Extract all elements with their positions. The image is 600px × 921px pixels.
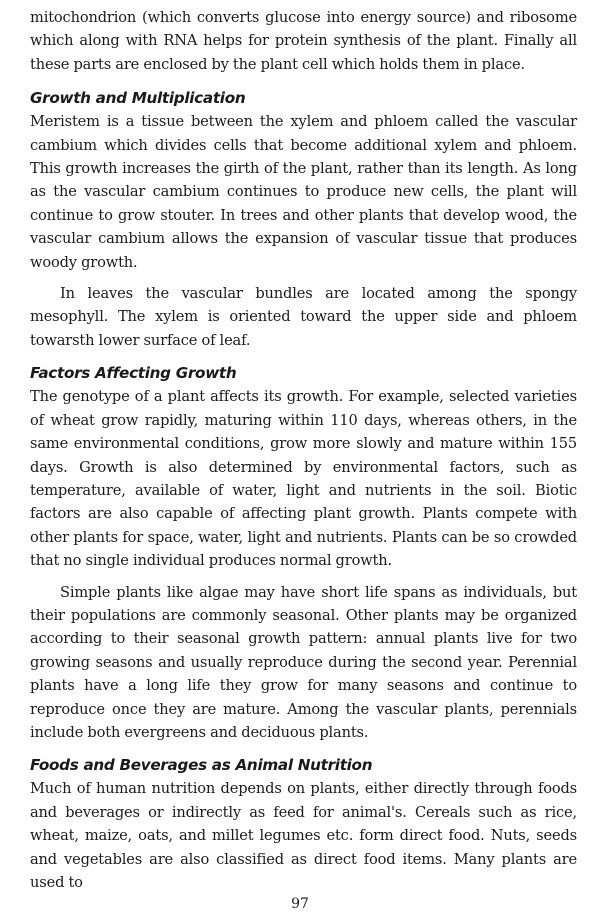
intro-paragraph: mitochondrion (which converts glucose into energy source) and ribosome which along with RNA helps for protein synthesis of the plant. Finally all these parts are enclosed by the plant cell which holds them in place. xyxy=(30,9,577,73)
heading-growth-and-multiplication: Growth and Multiplication xyxy=(30,89,246,108)
paragraph-factors-1: The genotype of a plant affects its growth. For example, selected varieties of wheat grow rapidly, maturing within 110 days, whereas others, in the same environmental conditions, grow more slowly and mature within 155 days. Growth is also determined by environmental factors, such as temperature, available of water, light and nutrients in the soil. Biotic factors are also capable of affecting plant growth. Plants compete with other plants for space, water, light and nutrients. Plants can be so crowded that no single individual produces normal growth. xyxy=(30,388,577,570)
page-number: 97 xyxy=(291,896,309,912)
book-page xyxy=(30,6,577,894)
paragraph-factors-2: Simple plants like algae may have short life spans as individuals, but their populations are commonly seasonal. Other plants may be organized according to their seasonal growth pattern: annual plants live for two growing seasons and usually reproduce during the second year. Perennial plants have a long life they grow for many seasons and continue to reproduce once they are mature. Among the vascular plants, perennials include both evergreens and deciduous plants. xyxy=(30,583,577,741)
paragraph-growth-1: Meristem is a tissue between the xylem and phloem called the vascular cambium which divides cells that become additional xylem and phloem. This growth increases the girth of the plant, rather than its length. As long as the vascular cambium continues to produce new cells, the plant will continue to grow stouter. In trees and other plants that develop wood, the vascular cambium allows the expansion of vascular tissue that produces woody growth. xyxy=(30,113,577,271)
paragraph-foods-1: Much of human nutrition depends on plants, either directly through foods and beverages or indirectly as feed for animal's. Cereals such as rice, wheat, maize, oats, and millet legumes etc. form direct food. Nuts, seeds and vegetables are also classified as direct food items. Many plants are used to xyxy=(30,780,577,891)
paragraph-growth-2: In leaves the vascular bundles are located among the spongy mesophyll. The xylem is oriented toward the upper side and phloem towarsth lower surface of leaf. xyxy=(30,285,577,349)
heading-factors-affecting-growth: Factors Affecting Growth xyxy=(30,364,237,383)
heading-foods-and-beverages: Foods and Beverages as Animal Nutrition xyxy=(30,756,373,775)
